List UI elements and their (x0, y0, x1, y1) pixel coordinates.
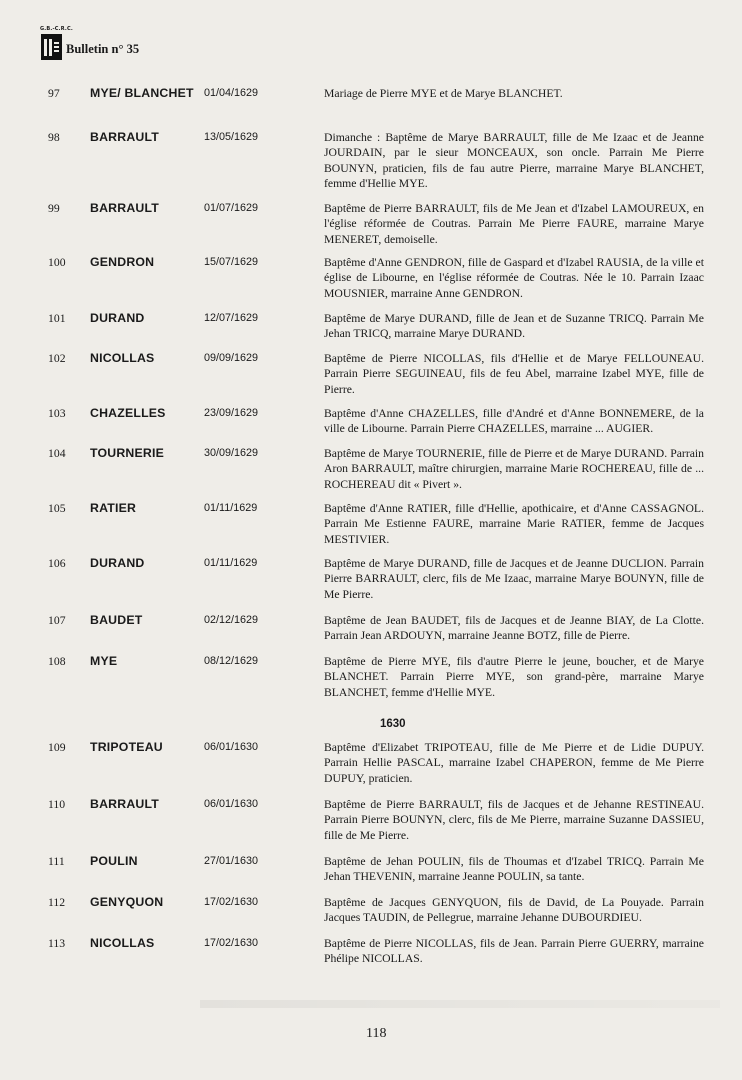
entry-103 (48, 406, 704, 446)
entry-number: 101 (48, 312, 66, 325)
entry-date: 09/09/1629 (204, 352, 259, 364)
entry-text: Baptême de Marye DURAND, fille de Jean et de Suzanne TRICQ. Parrain Me Jehan TRICQ, marraine Marye DURAND. (324, 312, 704, 341)
entry-surname: BAUDET (90, 613, 143, 627)
entry-date: 30/09/1629 (204, 447, 259, 459)
entry-98 (48, 130, 704, 201)
entry-date: 01/07/1629 (204, 202, 259, 214)
entry-date: 17/02/1630 (204, 896, 259, 908)
entry-text: Baptême de Pierre BARRAULT, fils de Me Jean et d'Izabel LAMOUREUX, en l'église réformée de Coutras. Parrain Me Pierre FAURE, marraine Marye MENERET, demoiselle. (324, 202, 704, 246)
entry-number: 108 (48, 655, 66, 668)
entry-number: 97 (48, 87, 60, 100)
entry-text: Baptême de Pierre BARRAULT, fils de Jacques et de Jehanne RESTINEAU. Parrain Pierre BOUNYN, clerc, fils de Me Pierre, marraine Suzanne DASSIEU, fille de Me Pierre. (324, 798, 704, 842)
entry-number: 103 (48, 407, 66, 420)
entry-text: Baptême de Pierre NICOLLAS, fils d'Hellie et de Marye FELLOUNEAU. Parrain Pierre SEGUINEAU, fils de feu Abel, marraine Izabel MYE, fille de Pierre. (324, 352, 704, 396)
entry-number: 102 (48, 352, 66, 365)
book-icon (40, 34, 63, 60)
entry-text: Baptême d'Anne GENDRON, fille de Gaspard et d'Izabel RAUSIA, de la ville et église de Libourne, en l'église réformée de Coutras. Née le 10. Parrain Izaac MOUSNIER, marraine Anne GENDRON. (324, 256, 704, 300)
entry-date: 02/12/1629 (204, 614, 259, 626)
entry-text: Baptême de Jean BAUDET, fils de Jacques et de Jeanne BIAY, de La Clotte. Parrain Jean ARDOUYN, marraine Jeanne BOTZ, fille de Pierre. (324, 614, 704, 643)
entry-surname: DURAND (90, 311, 145, 325)
bulletin-logo (40, 26, 73, 60)
entry-text: Baptême de Pierre NICOLLAS, fils de Jean. Parrain Pierre GUERRY, marraine Phélipe NICOLLAS. (324, 937, 704, 966)
entry-number: 104 (48, 447, 66, 460)
entry-113 (48, 936, 704, 972)
entry-number: 105 (48, 502, 66, 515)
entry-text: Baptême de Pierre MYE, fils d'autre Pierre le jeune, boucher, et de Marye BLANCHET. Parrain Pierre MYE, son grand-père, marraine Marye BLANCHET, femme d'Hellie MYE. (324, 655, 704, 699)
page-header (40, 26, 140, 60)
entry-surname: GENYQUON (90, 895, 164, 909)
entry-date: 06/01/1630 (204, 798, 259, 810)
register-entries (48, 86, 704, 972)
entry-surname: BARRAULT (90, 130, 159, 144)
entry-100 (48, 255, 704, 311)
entry-surname: DURAND (90, 556, 145, 570)
entry-date: 13/05/1629 (204, 131, 259, 143)
entry-text: Baptême de Marye DURAND, fille de Jacques et de Jeanne DUCLION. Parrain Pierre BARRAULT, clerc, fils de Me Izaac, marraine Marye BOUNYN, fille de Me Pierre. (324, 557, 704, 601)
entry-107 (48, 613, 704, 654)
entry-105 (48, 501, 704, 556)
entry-date: 12/07/1629 (204, 312, 259, 324)
entry-99 (48, 201, 704, 255)
entry-surname: GENDRON (90, 255, 155, 269)
entry-number: 113 (48, 937, 66, 950)
entry-date: 01/11/1629 (204, 502, 258, 514)
entry-surname: TOURNERIE (90, 446, 164, 460)
entry-text: Mariage de Pierre MYE et de Marye BLANCHET. (324, 87, 563, 100)
bleed-through-shadow (200, 1000, 720, 1008)
entry-surname: MYE/ BLANCHET (90, 86, 194, 100)
entry-date: 08/12/1629 (204, 655, 259, 667)
entry-text: Baptême d'Elizabet TRIPOTEAU, fille de Me Pierre et de Lidie DUPUY. Parrain Hellie PASCAL, marraine Izabel CHAPERON, femme de Me Pierre DUPUY, praticien. (324, 741, 704, 785)
entry-text: Baptême d'Anne CHAZELLES, fille d'André et d'Anne BONNEMERE, de la ville de Libourne. Parrain Pierre CHAZELLES, marraine ... AUGIER. (324, 407, 704, 436)
entry-surname: POULIN (90, 854, 138, 868)
entry-text: Baptême d'Anne RATIER, fille d'Hellie, apothicaire, et d'Anne CASSAGNOL. Parrain Me Estienne FAURE, marraine Marie RATIER, femme de Jacques MESTIVIER. (324, 502, 704, 546)
entry-surname: RATIER (90, 501, 137, 515)
entry-date: 27/01/1630 (204, 855, 259, 867)
entry-111 (48, 854, 704, 895)
entry-text: Baptême de Jehan POULIN, fils de Thoumas et d'Izabel TRICQ. Parrain Me Jehan THEVENIN, marraine Jeanne POULIN, sa tante. (324, 855, 704, 884)
entry-108 (48, 654, 704, 714)
entry-date: 01/11/1629 (204, 557, 258, 569)
year-heading: 1630 (380, 718, 406, 730)
entry-number: 110 (48, 798, 66, 811)
entry-number: 109 (48, 741, 66, 754)
entry-102 (48, 351, 704, 406)
entry-surname: MYE (90, 654, 118, 668)
entry-text: Dimanche : Baptême de Marye BARRAULT, fille de Me Izaac et de Jeanne JOURDAIN, par le sieur MONCEAUX, son oncle. Parrain Me Pierre BOUNYN, praticien, fils de fau autre Pierre, marraine Marye BLANCHET, femme d'Hellie MYE. (324, 131, 704, 190)
entry-number: 106 (48, 557, 66, 570)
entry-surname: BARRAULT (90, 797, 159, 811)
entry-112 (48, 895, 704, 936)
entry-text: Baptême de Jacques GENYQUON, fils de David, de La Pouyade. Parrain Jacques TAUDIN, de Pellegrue, marraine Jehanne DUBOURDIEU. (324, 896, 704, 925)
entry-surname: BARRAULT (90, 201, 159, 215)
bulletin-title: Bulletin n° 35 (66, 42, 140, 56)
entry-104 (48, 446, 704, 501)
entry-number: 111 (48, 855, 65, 868)
entry-surname: NICOLLAS (90, 936, 155, 950)
entry-97 (48, 86, 704, 130)
entry-surname: CHAZELLES (90, 406, 166, 420)
entry-surname: TRIPOTEAU (90, 740, 163, 754)
entry-date: 01/04/1629 (204, 87, 259, 99)
entry-109 (48, 740, 704, 797)
year-spacer (48, 714, 704, 740)
page-number: 118 (366, 1026, 387, 1041)
entry-date: 06/01/1630 (204, 741, 259, 753)
entry-101 (48, 311, 704, 351)
entry-date: 23/09/1629 (204, 407, 259, 419)
entry-number: 100 (48, 256, 66, 269)
logo-text: G.B.-C.R.C. (40, 26, 73, 32)
entry-number: 99 (48, 202, 60, 215)
entry-date: 15/07/1629 (204, 256, 259, 268)
entry-110 (48, 797, 704, 854)
entry-surname: NICOLLAS (90, 351, 155, 365)
entry-number: 107 (48, 614, 66, 627)
entry-number: 98 (48, 131, 60, 144)
entry-number: 112 (48, 896, 66, 909)
entry-text: Baptême de Marye TOURNERIE, fille de Pierre et de Marye DURAND. Parrain Aron BARRAULT, maître chirurgien, marraine Marie ROCHEREAU, fille de ... ROCHEREAU dit « Pivert ». (324, 447, 704, 491)
entry-date: 17/02/1630 (204, 937, 259, 949)
entry-106 (48, 556, 704, 613)
